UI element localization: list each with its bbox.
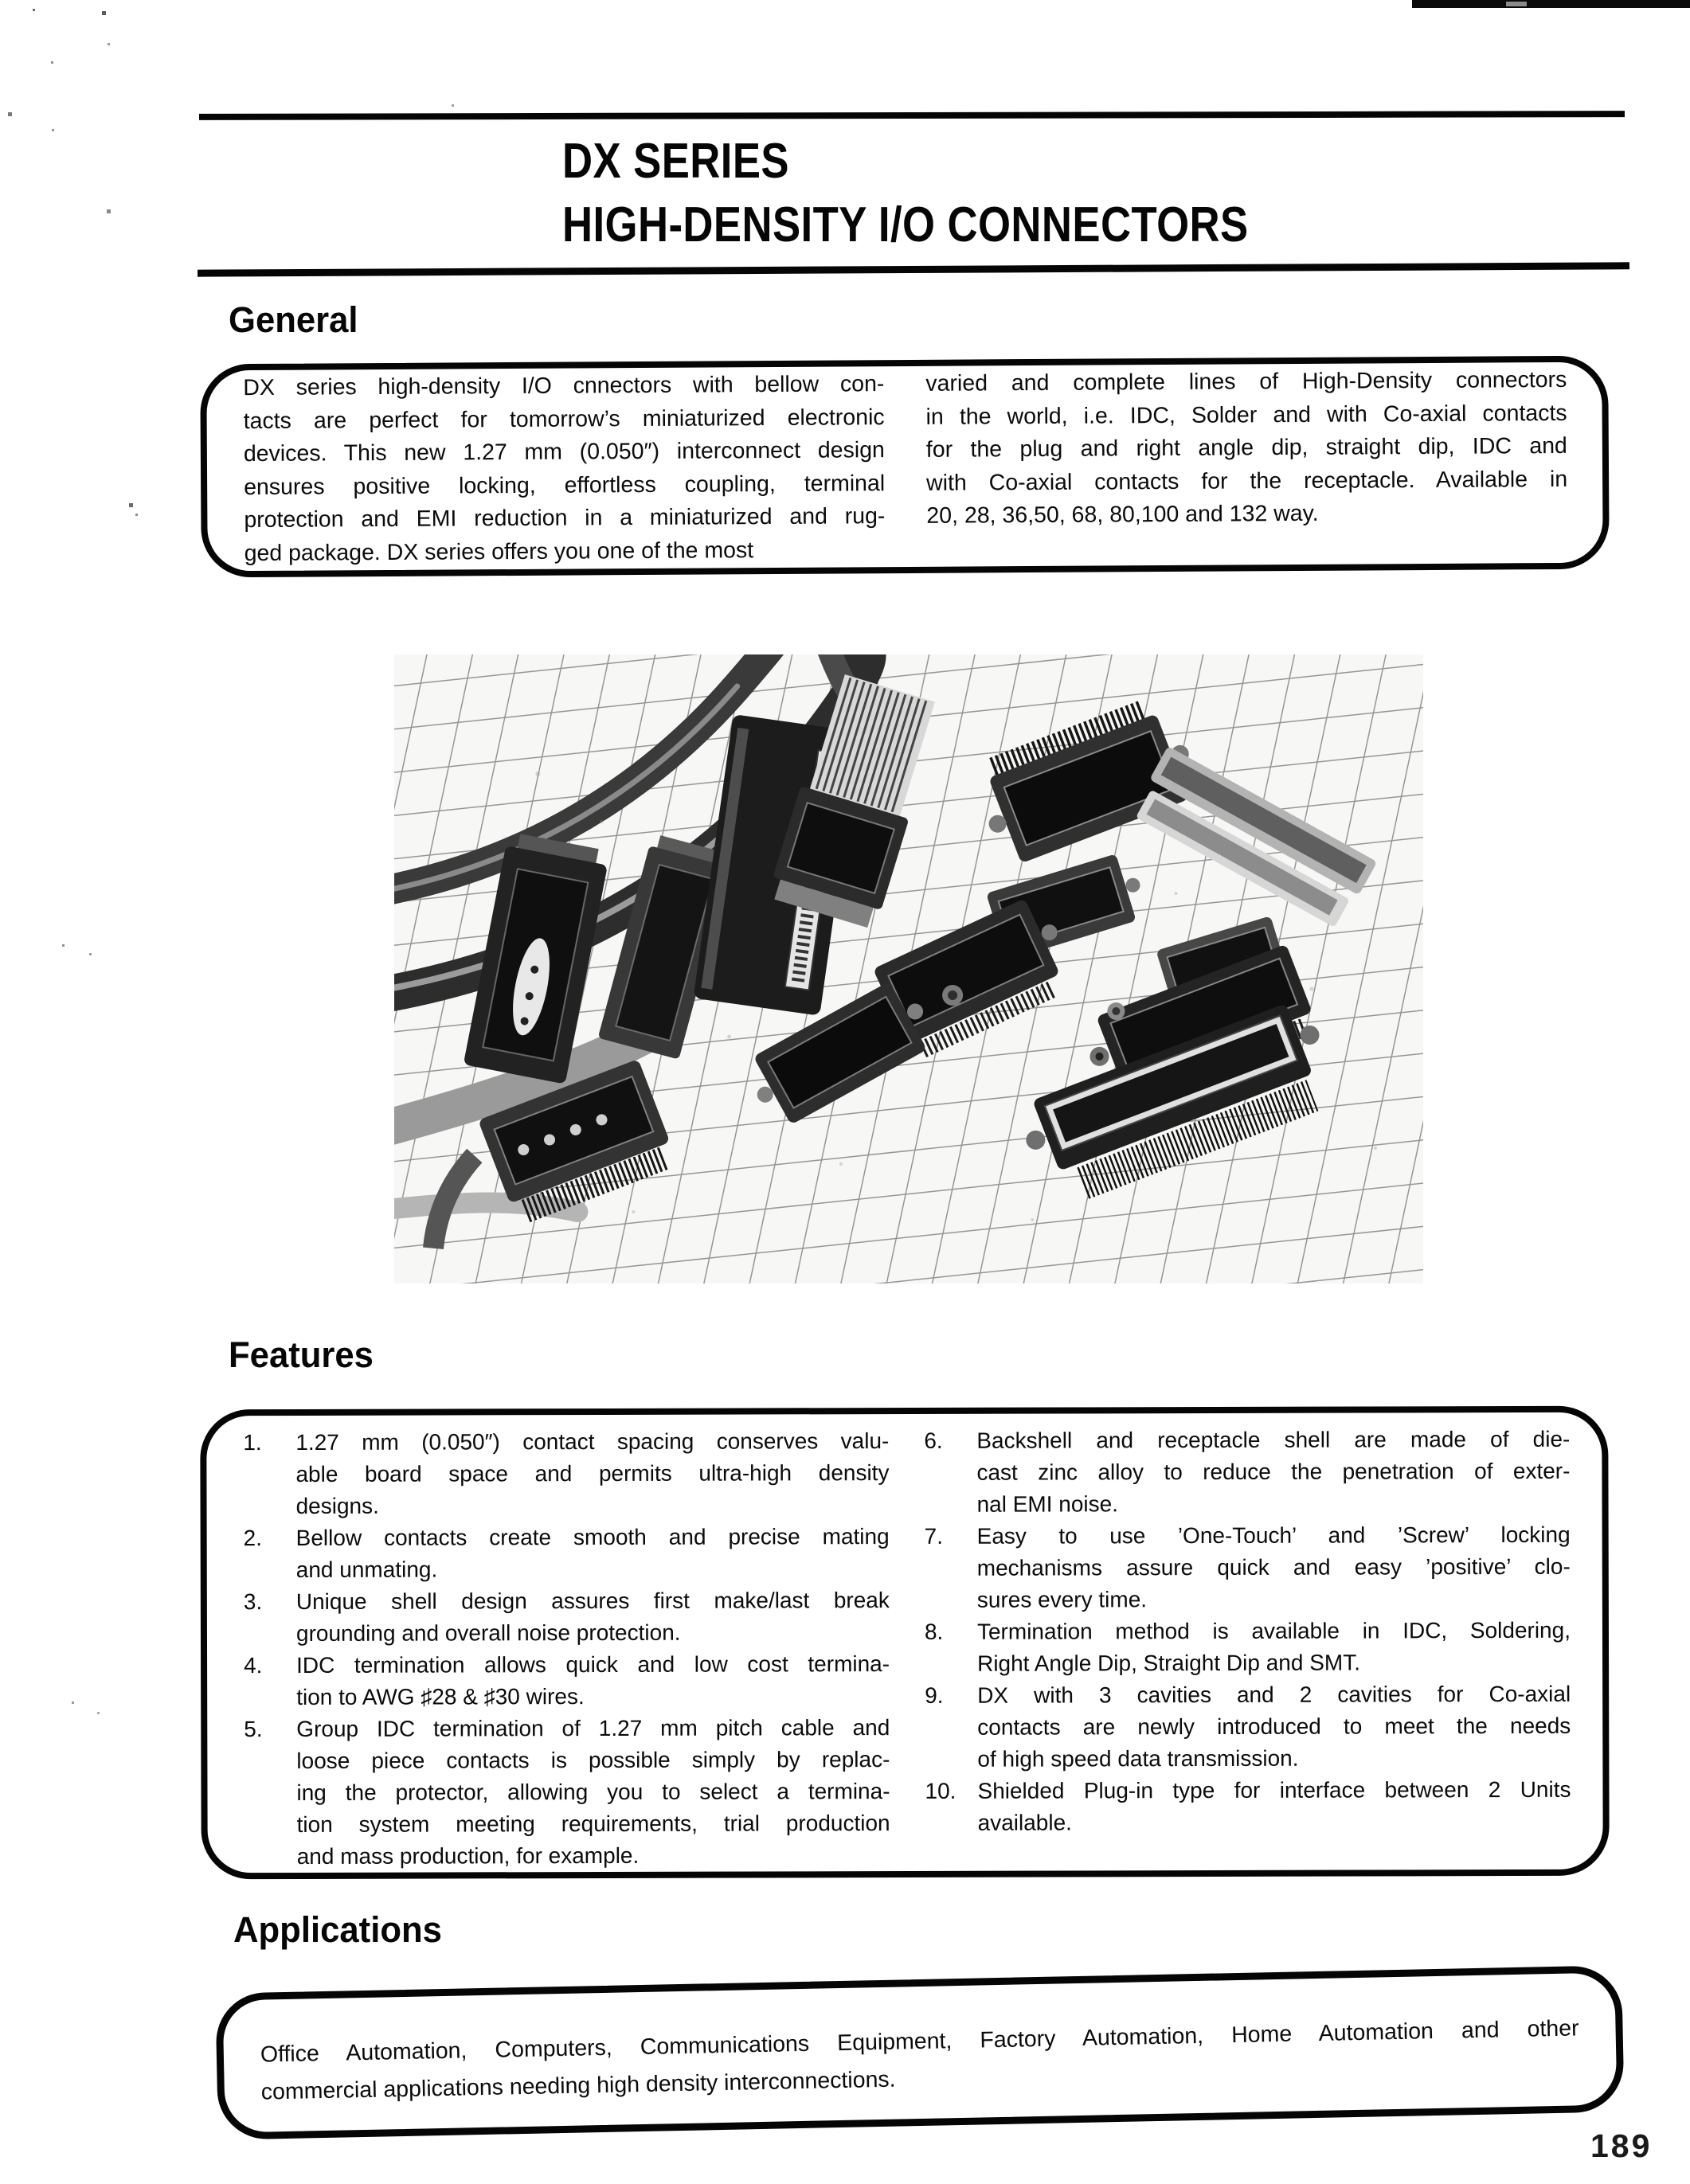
feature-number: 2.: [243, 1526, 263, 1551]
text-line: IDC termination allows quick and low cost termina-: [296, 1651, 890, 1678]
feature-number: 5.: [244, 1717, 263, 1742]
text-line: loose piece contacts is possible simply by replac-: [296, 1747, 890, 1773]
feature-item: [925, 1519, 1571, 1616]
scan-edge-notch: [1506, 2, 1527, 6]
feature-number: 7.: [924, 1523, 944, 1549]
text-line: with Co-axial contacts for the receptacle. Available in: [926, 466, 1568, 496]
text-line: designs.: [295, 1493, 379, 1519]
text-line: nal EMI noise.: [976, 1491, 1119, 1517]
feature-number: 10.: [925, 1778, 956, 1803]
feature-number: 9.: [925, 1682, 944, 1708]
text-line: ensures positive locking, effortless coupling, terminal: [244, 470, 886, 500]
general-text-left: [243, 368, 886, 571]
text-line: tion to AWG ♯28 & ♯30 wires.: [296, 1684, 585, 1709]
applications-heading: Applications: [233, 1909, 442, 1950]
feature-item: [244, 1712, 890, 1873]
header-rule-top: [199, 111, 1625, 120]
scan-speckles: [0, 0, 2, 2]
text-line: Group IDC termination of 1.27 mm pitch cable and: [296, 1715, 890, 1741]
feature-number: 1.: [243, 1430, 262, 1455]
feature-item: [243, 1425, 889, 1522]
connectors-photo: [394, 654, 1423, 1283]
text-line: 1.27 mm (0.050″) contact spacing conserves valu-: [295, 1428, 890, 1455]
feature-number: 3.: [243, 1589, 263, 1615]
features-heading: Features: [229, 1334, 374, 1375]
text-line: Unique shell design assures first make/last break: [295, 1588, 890, 1615]
page-title: [562, 130, 1249, 257]
page-number: 189: [1590, 2127, 1653, 2164]
feature-item: [244, 1521, 890, 1586]
text-line: Easy to use ’One-Touch’ and ’Screw’ locking: [976, 1522, 1571, 1549]
text-line: varied and complete lines of High-Density connectors: [925, 366, 1567, 397]
text-line: available.: [977, 1810, 1072, 1835]
text-line: Bellow contacts create smooth and precise mating: [295, 1524, 890, 1551]
features-column-left: [243, 1425, 890, 1873]
text-line: protection and EMI reduction in a miniaturized and rug-: [244, 503, 886, 533]
feature-item: [925, 1774, 1571, 1839]
general-heading: General: [229, 299, 358, 340]
header-rule-bottom: [198, 262, 1629, 276]
text-line: devices. This new 1.27 mm (0.050″) interconnect design: [243, 437, 885, 467]
feature-item: [244, 1648, 890, 1713]
feature-item: [925, 1615, 1571, 1680]
text-line: DX with 3 cavities and 2 cavities for Co-axial: [977, 1681, 1571, 1708]
feature-item: [924, 1424, 1570, 1521]
text-line: Shielded Plug-in type for interface between 2 Units: [977, 1776, 1571, 1803]
text-line: able board space and permits ultra-high density: [295, 1460, 890, 1487]
text-line: tacts are perfect for tomorrow’s miniaturized electronic: [243, 404, 885, 434]
general-box: [200, 356, 1610, 578]
feature-number: 8.: [924, 1619, 944, 1644]
applications-box: [215, 1965, 1624, 2139]
text-line: and unmating.: [295, 1557, 438, 1583]
text-line: tion system meeting requirements, trial production: [296, 1811, 890, 1837]
text-line: mechanisms assure quick and easy ’positive’ clo-: [976, 1553, 1571, 1580]
text-line: grounding and overall noise protection.: [295, 1619, 681, 1647]
feature-number: 4.: [244, 1653, 263, 1678]
text-line: contacts are newly introduced to meet the needs: [977, 1713, 1571, 1740]
text-line: ged package. DX series offers you one of the most: [244, 537, 754, 566]
text-line: Right Angle Dip, Straight Dip and SMT.: [977, 1650, 1361, 1676]
text-line: ing the protector, allowing you to select a termina-: [296, 1779, 890, 1805]
text-line: sures every time.: [976, 1587, 1148, 1612]
text-line: of high speed data transmission.: [977, 1745, 1299, 1772]
feature-item: [244, 1584, 890, 1650]
text-line: 20, 28, 36,50, 68, 80,100 and 132 way.: [926, 500, 1319, 529]
text-line: cast zinc alloy to reduce the penetration of exter-: [976, 1458, 1571, 1485]
text-line: DX series high-density I/O cnnectors with bellow con-: [243, 371, 885, 401]
features-box: [200, 1406, 1610, 1880]
text-line: Office Automation, Computers, Communications Equipment, Factory Automation, Home Automation and other: [260, 2015, 1579, 2068]
feature-item: [925, 1678, 1571, 1776]
text-line: for the plug and right angle dip, straight dip, IDC and: [925, 432, 1567, 463]
features-column-right: [924, 1424, 1571, 1871]
title-line-2: HIGH-DENSITY I/O CONNECTORS: [562, 197, 1249, 252]
scan-edge-bar: [1412, 0, 1690, 8]
text-line: and mass production, for example.: [296, 1842, 640, 1869]
text-line: commercial applications needing high density interconnections.: [260, 2066, 896, 2105]
title-line-1: DX SERIES: [562, 134, 789, 189]
general-text-right: [925, 364, 1568, 567]
text-line: Backshell and receptacle shell are made of die-: [976, 1426, 1571, 1453]
text-line: in the world, i.e. IDC, Solder and with Co-axial contacts: [925, 400, 1567, 430]
feature-number: 6.: [924, 1428, 943, 1453]
text-line: Termination method is available in IDC, Soldering,: [976, 1617, 1571, 1644]
